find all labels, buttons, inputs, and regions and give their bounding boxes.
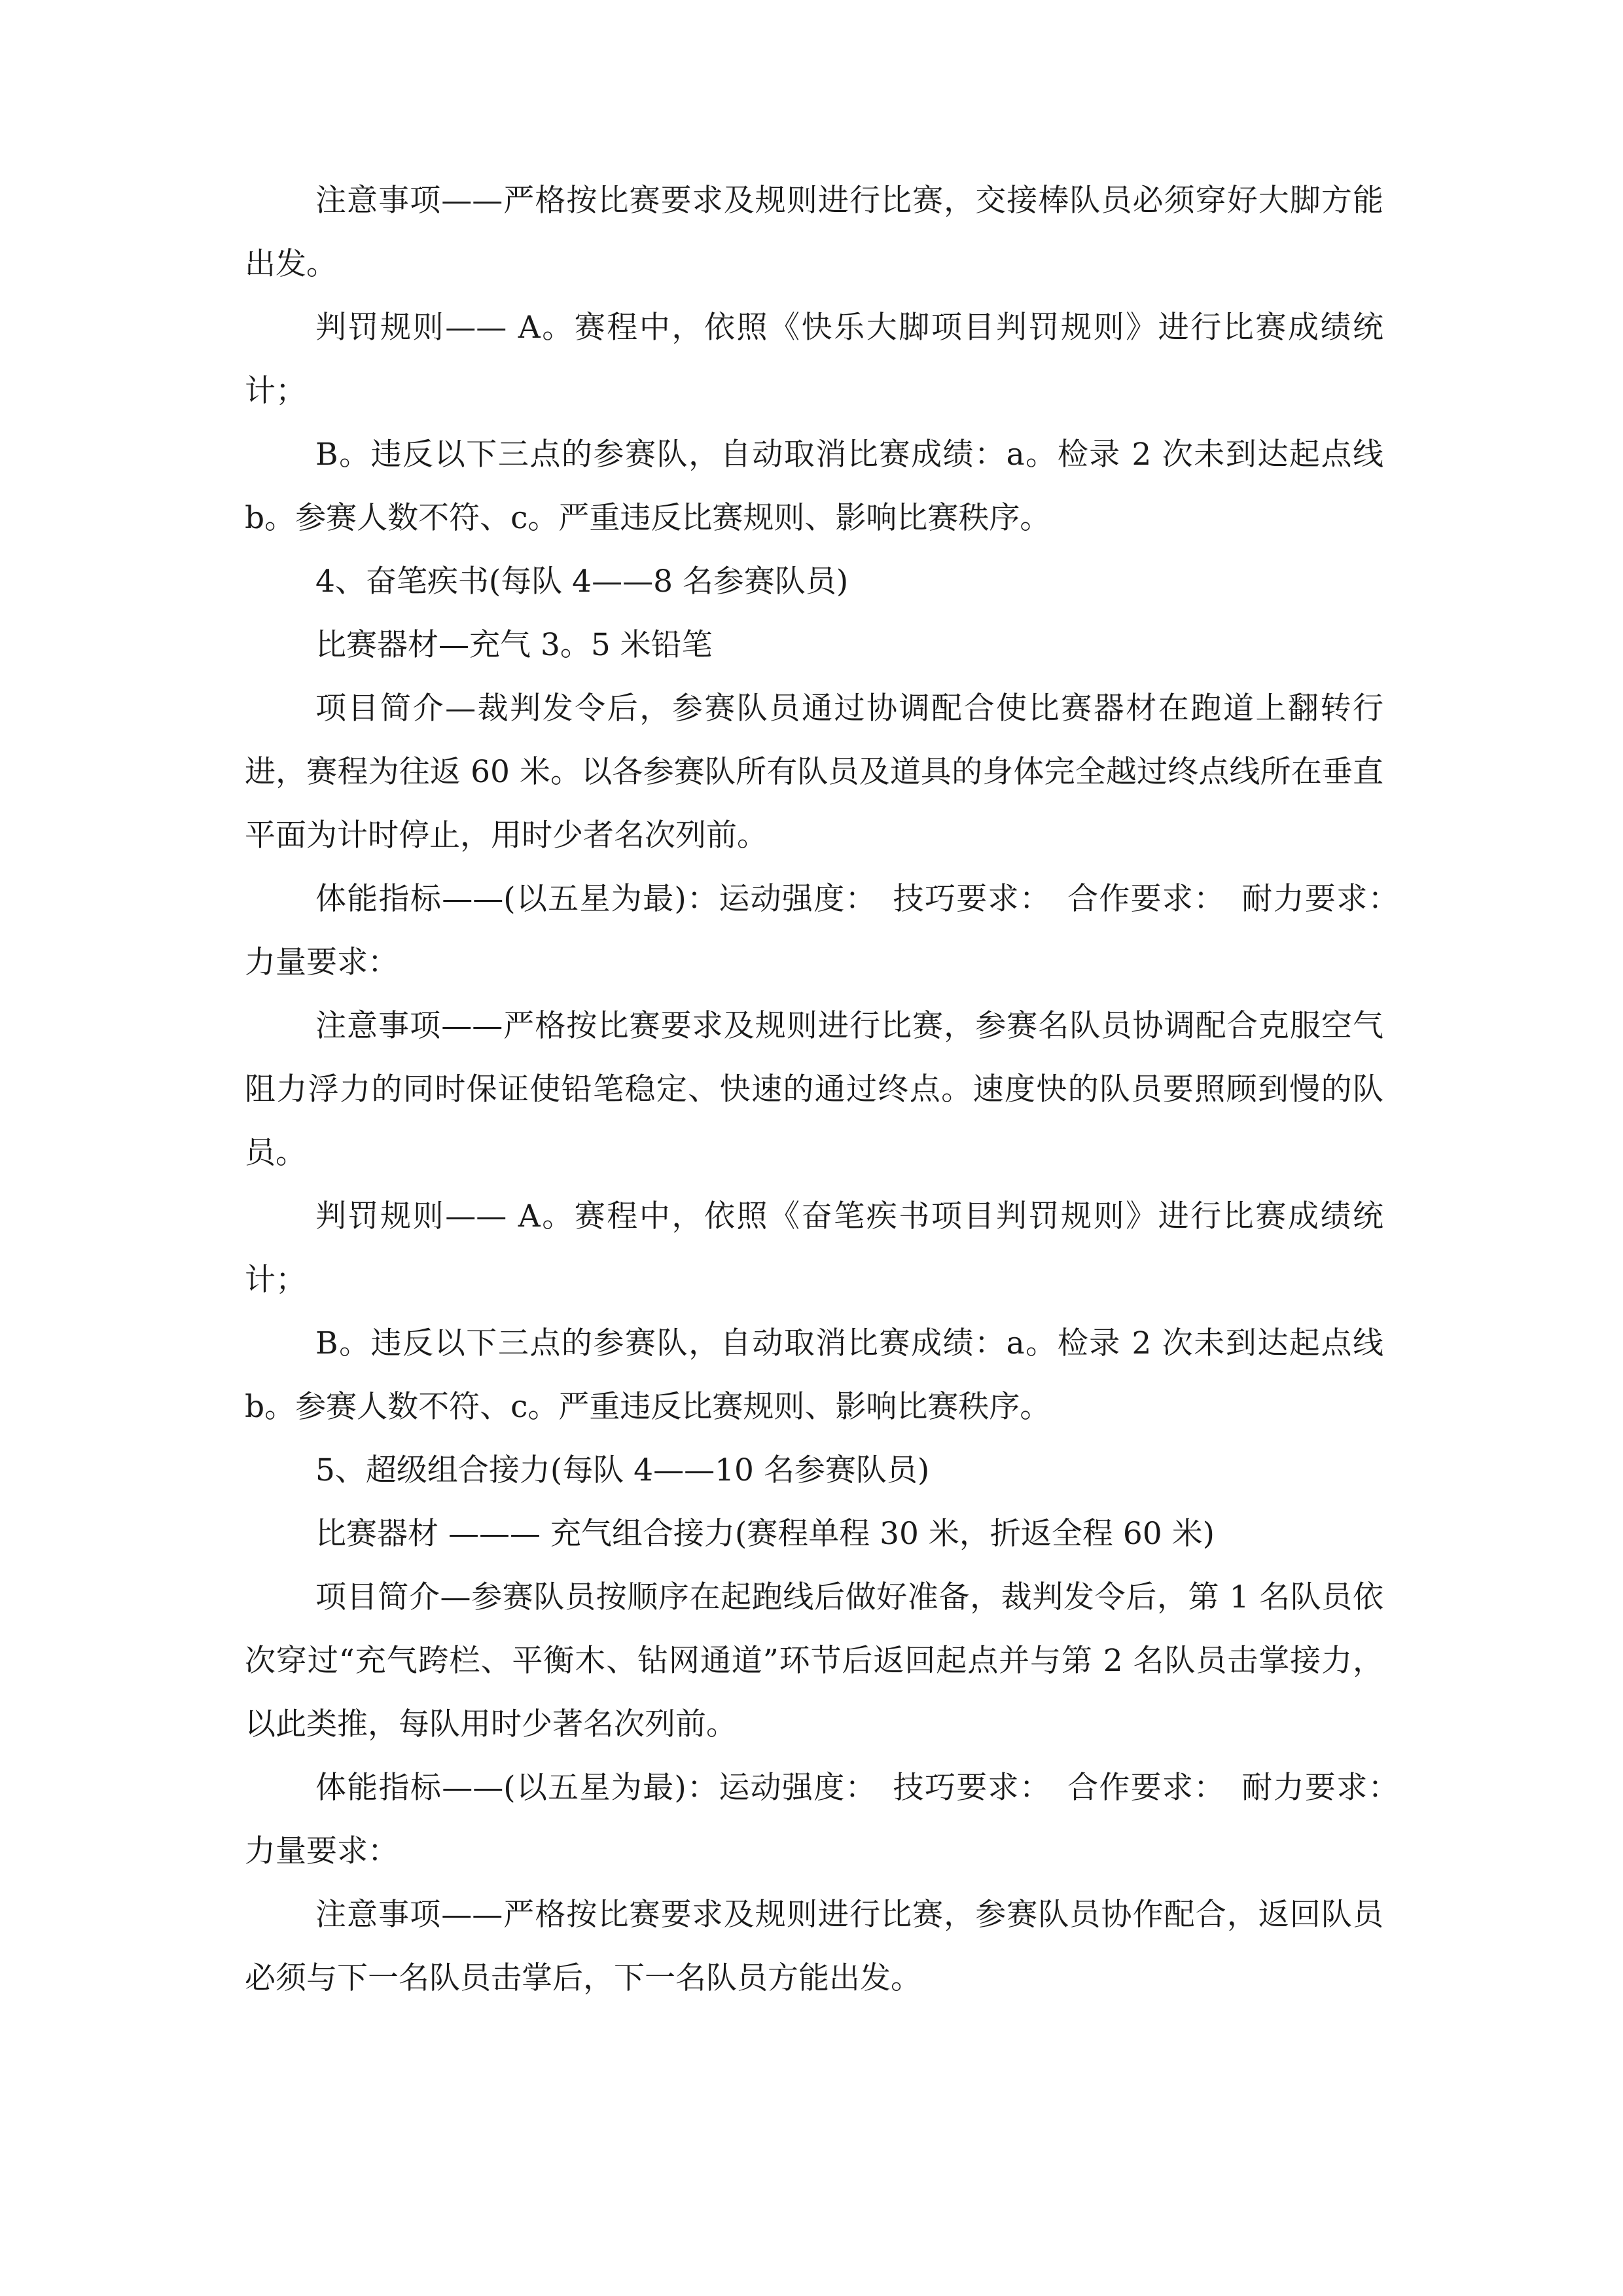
document-body <box>245 169 1414 2010</box>
paragraph-notes: 注意事项——严格按比赛要求及规则进行比赛，参赛队员协作配合，返回队员必须与下一名队员击掌后，下一名队员方能出发。 <box>245 1897 1383 1996</box>
paragraph-penalty-rule-a: 判罚规则—— A。赛程中，依照《快乐大脚项目判罚规则》进行比赛成绩统计； <box>245 310 1383 409</box>
paragraph-penalty-rule-a: 判罚规则—— A。赛程中，依照《奋笔疾书项目判罚规则》进行比赛成绩统计； <box>245 1198 1383 1298</box>
paragraph-notes: 注意事项——严格按比赛要求及规则进行比赛，参赛名队员协调配合克服空气阻力浮力的同时保证使铅笔稳定、快速的通过终点。速度快的队员要照顾到慢的队员。 <box>245 1008 1383 1171</box>
paragraph-notes-handover: 注意事项——严格按比赛要求及规则进行比赛，交接棒队员必须穿好大脚方能出发。 <box>245 183 1383 282</box>
paragraph-penalty-rule-b: B。违反以下三点的参赛队，自动取消比赛成绩：a。检录 2 次未到达起点线 b。参赛人数不符、c。严重违反比赛规则、影响比赛秩序。 <box>245 1325 1383 1425</box>
paragraph-equipment: 比赛器材—充气 3。5 米铅笔 <box>315 627 713 663</box>
section-heading-5: 5、超级组合接力(每队 4——10 名参赛队员) <box>315 1452 930 1488</box>
paragraph-project-intro: 项目简介—裁判发令后，参赛队员通过协调配合使比赛器材在跑道上翻转行进，赛程为往返 60 米。以各参赛队所有队员及道具的身体完全越过终点线所在垂直平面为计时停止，用时少者名次列前。 <box>245 691 1383 853</box>
paragraph-penalty-rule-b: B。违反以下三点的参赛队，自动取消比赛成绩：a。检录 2 次未到达起点线 b。参赛人数不符、c。严重违反比赛规则、影响比赛秩序。 <box>245 437 1383 536</box>
paragraph-project-intro: 项目简介—参赛队员按顺序在起跑线后做好准备，裁判发令后，第 1 名队员依次穿过“充气跨栏、平衡木、钻网通道”环节后返回起点并与第 2 名队员击掌接力，以此类推，每队用时少著名次列前。 <box>245 1579 1383 1742</box>
paragraph-fitness-indicators: 体能指标——(以五星为最)：运动强度： 技巧要求： 合作要求： 耐力要求： 力量要求： <box>245 881 1414 980</box>
paragraph-fitness-indicators: 体能指标——(以五星为最)：运动强度： 技巧要求： 合作要求： 耐力要求： 力量要求： <box>245 1770 1414 1869</box>
section-heading-4: 4、奋笔疾书(每队 4——8 名参赛队员) <box>315 564 849 600</box>
paragraph-equipment: 比赛器材 ——— 充气组合接力(赛程单程 30 米，折返全程 60 米) <box>315 1516 1215 1552</box>
